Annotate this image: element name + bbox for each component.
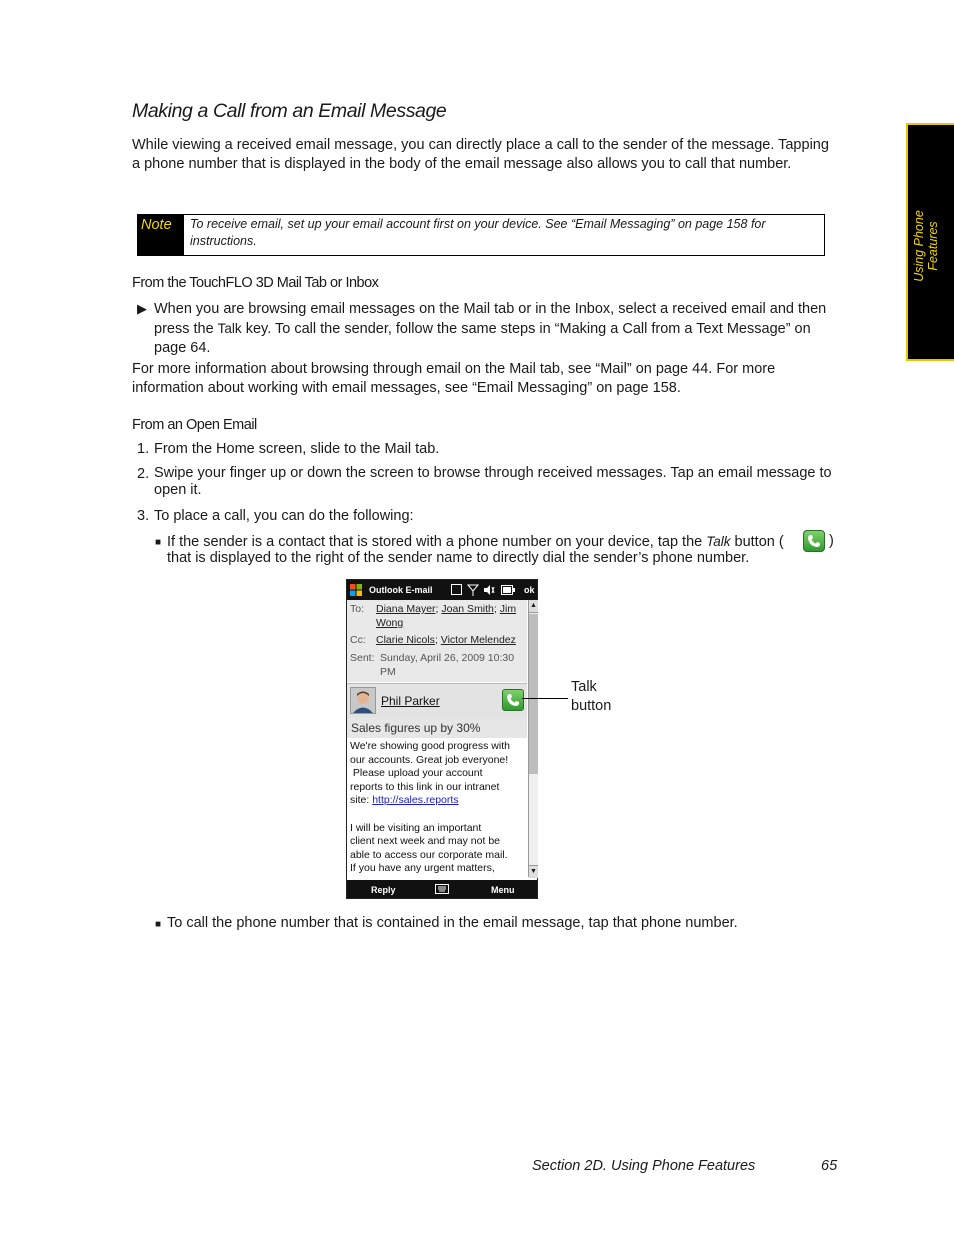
callout-line1: Talk	[571, 679, 597, 695]
body-line: I will be visiting an important	[350, 821, 482, 834]
sub-bullet-phone-number: To call the phone number that is contained in the email message, tap that phone number.	[167, 915, 738, 931]
app-title: Outlook E-mail	[369, 585, 433, 595]
callout-label	[571, 678, 611, 716]
sub-bullet-text: button (	[730, 534, 784, 550]
step-number: 3.	[137, 508, 150, 524]
paren-close: )	[829, 533, 834, 549]
step-text: Swipe your finger up or down the screen to browse through received messages. Tap an email message to open it.	[154, 465, 832, 498]
scroll-up-arrow-icon[interactable]: ▲	[529, 600, 538, 613]
note-box	[137, 214, 825, 256]
sent-label: Sent:	[350, 652, 375, 664]
bullet-mail-tab	[154, 300, 844, 358]
more-info-paragraph: For more information about browsing through email on the Mail tab, see “Mail” on page 44. For more information about working with email messages, see “Email Messaging” on page 158.	[132, 361, 776, 396]
intranet-link[interactable]: http://sales.reports	[372, 794, 459, 807]
square-bullet-icon: ■	[155, 537, 162, 548]
bullet-text: key. To call the sender, follow the same steps in “Making a Call from a Text Message” on page 64.	[154, 321, 811, 356]
cc-link[interactable]: Victor Melendez	[440, 634, 516, 646]
cc-label: Cc:	[350, 634, 366, 646]
page-number: 65	[821, 1158, 838, 1174]
side-tab-label: Using Phone Features	[912, 210, 940, 282]
windows-logo-icon	[350, 584, 362, 596]
callout-line2: button	[571, 698, 612, 714]
recipient-link[interactable]: Joan Smith	[441, 603, 494, 615]
body-line: our accounts. Great job everyone!	[350, 753, 509, 766]
talk-button[interactable]	[502, 689, 524, 711]
reply-softkey[interactable]: Reply	[371, 885, 396, 895]
note-text: To receive email, set up your email account first on your device. See “Email Messaging” on page 158 for instructions.	[190, 217, 766, 248]
step-text: From the Home screen, slide to the Mail tab.	[154, 441, 440, 457]
phone-screenshot	[346, 579, 538, 899]
step-number: 1.	[137, 441, 150, 457]
sent-value-2: PM	[380, 666, 396, 678]
cc-recipients	[376, 634, 516, 646]
message-body	[350, 740, 528, 876]
to-label: To:	[350, 603, 365, 615]
intro-paragraph: While viewing a received email message, you can directly place a call to the sender of the message. Tapping a phone number that is displayed in the body of the email message also allows you to call that number.	[132, 137, 829, 172]
volume-icon	[483, 584, 495, 596]
subheading-mail-tab: From the TouchFLO 3D Mail Tab or Inbox	[132, 275, 379, 291]
sent-value: Sunday, April 26, 2009 10:30	[380, 652, 515, 664]
menu-softkey[interactable]: Menu	[491, 885, 515, 895]
keyboard-icon[interactable]	[435, 884, 449, 894]
step-number: 2.	[137, 466, 150, 482]
talk-key-label: Talk	[217, 321, 242, 336]
cc-link[interactable]: Clarie Nicols	[376, 634, 435, 646]
scroll-down-arrow-icon[interactable]: ▼	[529, 865, 538, 878]
subheading-open-email: From an Open Email	[132, 417, 257, 433]
body-line: reports to this link in our intranet	[350, 780, 500, 793]
signal-icon	[467, 584, 479, 596]
sender-name-link[interactable]: Phil Parker	[381, 694, 440, 708]
arrow-bullet-icon: ▶	[137, 301, 147, 316]
separator: ;	[434, 634, 438, 646]
bullet-text: When you are browsing email messages on the Mail tab or in the Inbox, select a received email and then press the	[154, 301, 827, 337]
footer-section: Section 2D. Using Phone Features	[532, 1158, 756, 1174]
scroll-thumb[interactable]	[529, 614, 538, 774]
recipient-link[interactable]: Diana Mayer	[376, 603, 436, 615]
body-spacer	[350, 808, 528, 822]
body-line: able to access our corporate mail.	[350, 848, 508, 861]
softkey-bar	[347, 880, 537, 898]
sub-bullet-text-line2: that is displayed to the right of the sender name to directly dial the sender’s phone number.	[167, 550, 750, 566]
step-text: To place a call, you can do the following:	[154, 508, 414, 524]
callout-line	[522, 698, 568, 699]
body-line: If you have any urgent matters,	[350, 862, 495, 875]
body-line: Please upload your account	[350, 767, 483, 780]
section-heading: Making a Call from an Email Message	[132, 100, 447, 122]
to-recipients	[376, 603, 516, 615]
phone-icon	[503, 690, 523, 710]
sub-bullet-text: If the sender is a contact that is stored with a phone number on your device, tap the	[167, 534, 707, 550]
separator: ;	[435, 603, 439, 615]
network-status-icon	[451, 584, 462, 595]
body-site-label: site:	[350, 794, 373, 807]
note-label: Note	[138, 215, 184, 255]
subject-bar	[347, 718, 527, 738]
battery-icon	[501, 585, 515, 595]
scrollbar[interactable]	[528, 600, 538, 877]
sender-row	[347, 683, 527, 719]
body-line: We're showing good progress with	[350, 740, 510, 752]
recipient-link[interactable]: Jim	[499, 603, 517, 615]
ok-button[interactable]: ok	[524, 585, 535, 595]
body-line: client next week and may not be	[350, 835, 501, 848]
talk-label: Talk	[706, 534, 731, 549]
avatar	[350, 687, 376, 714]
separator: ;	[493, 603, 497, 615]
message-header	[347, 600, 527, 682]
body-line	[350, 794, 528, 808]
recipient-link[interactable]: Wong	[376, 617, 404, 629]
phone-title-bar	[347, 580, 537, 600]
subject-text: Sales figures up by 30%	[351, 721, 481, 735]
square-bullet-icon: ■	[155, 919, 162, 930]
